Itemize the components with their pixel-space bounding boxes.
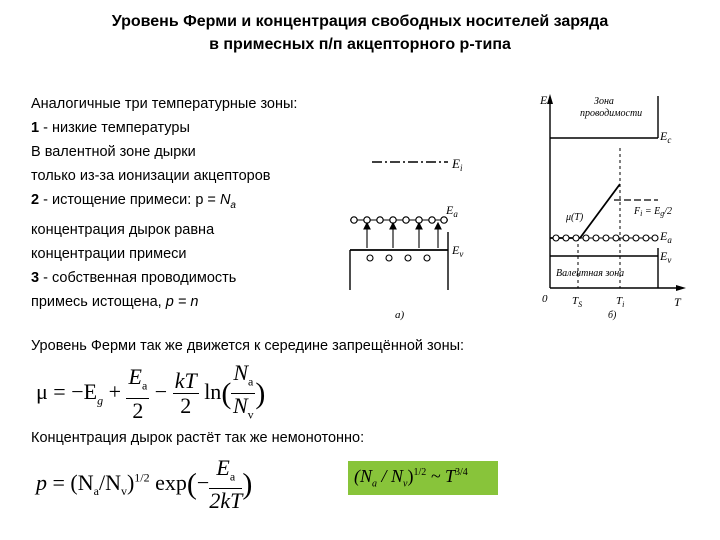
formula1-plus: + <box>103 378 127 404</box>
desc-line-8 <box>31 266 297 290</box>
desc-line-6: концентрация дырок равна <box>31 221 215 238</box>
origin-label: 0 <box>542 293 548 305</box>
hole-circles <box>367 255 430 261</box>
ev-label-b: $E_v$ <box>660 249 672 265</box>
desc-line-2-text: - низкие температуры <box>39 120 190 136</box>
zone-conduction-label-2: проводимости <box>580 108 643 119</box>
ti-label: $T_i$ <box>616 295 625 309</box>
slide-title-line-2: в примесных п/п акцепторного p-типа <box>209 36 511 53</box>
ea-label-b: $E_a$ <box>660 229 672 245</box>
desc-line-5-text: - истощение примеси: p = <box>39 192 220 208</box>
figure-a-energy-levels <box>340 140 490 325</box>
formula2-p: p <box>36 469 47 495</box>
zone-conduction-label-1: Зона <box>594 96 614 107</box>
formula-proportionality: $(N_a / N_v)^{1/2}$ ~ $T^{3/4}$ <box>354 466 468 490</box>
formula2-exp: exp <box>149 469 187 495</box>
desc-line-5 <box>31 188 297 218</box>
paragraph-fermi-level: Уровень Ферми так же движется к середине запрещённой зоны: <box>31 338 465 354</box>
desc-line-9-var: p = n <box>165 293 199 310</box>
fi-label: $F_i = E_g/2$ <box>634 206 672 218</box>
formula2-fraction: $\frac{E_a}{2kT}$ <box>209 455 243 514</box>
formula-fermi-level: $\mu = -E_g$ + $\frac{E_a}{2}$ − $\frac{kT}{2}$ ln( $\frac{N_a}{N_v}$ ) <box>36 361 265 427</box>
formula2-eq: = (N <box>47 469 94 495</box>
description-block <box>31 92 297 314</box>
desc-line-5-sub: a <box>230 199 236 211</box>
desc-line-9-text: примесь истощена, <box>31 293 166 310</box>
formula1-fraction-ea: $\frac{E_a}{2}$ <box>128 364 148 423</box>
figure-a-caption: а) <box>395 309 405 321</box>
formula1-ln: ln <box>204 378 222 404</box>
zone-number-1: 1 <box>31 120 40 136</box>
formula1-lhs: μ = −E <box>36 378 98 404</box>
ec-label: $E_c$ <box>660 129 672 145</box>
desc-line-8-text: - собственная проводимость <box>39 269 237 286</box>
slide-title-line-1: Уровень Ферми и концентрация свободных носителей заряда <box>111 13 609 30</box>
ea-label-a: $E_a$ <box>446 203 458 219</box>
zone-number-3: 3 <box>31 269 40 286</box>
desc-line-3: В валентной зоне дырки <box>31 144 196 160</box>
figure-b-caption: б) <box>608 310 617 321</box>
paragraph-hole-concentration: Концентрация дырок растёт так же немонотонно: <box>31 430 365 446</box>
figure-b-fermi-vs-temperature <box>530 88 710 323</box>
axis-e-label: E <box>540 93 548 107</box>
desc-line-7: концентрации примеси <box>31 245 187 262</box>
ionization-arrows <box>364 223 441 248</box>
mu-label: μ(T) <box>566 212 584 223</box>
formula1-fraction-kt: $\frac{kT}{2}$ <box>174 368 197 419</box>
formula-hole-concentration: $p = (N_a/N_v)^{1/2}$ exp(− $\frac{E_a}{2kT}$ ) <box>36 455 253 514</box>
zone-valence-label: Валентная зона <box>556 268 625 279</box>
formula1-minus: − <box>149 378 173 404</box>
ev-label-a: $E_v$ <box>452 243 464 259</box>
formula1-fraction-n: $\frac{N_a}{N_v}$ <box>232 360 254 422</box>
ei-label: $E_i$ <box>452 156 463 173</box>
desc-line-5-var: N <box>219 192 231 208</box>
mu-curve <box>550 184 620 238</box>
desc-line-4: только из-за ионизации акцепторов <box>31 168 271 184</box>
desc-line-2 <box>31 116 297 140</box>
zone-number-2: 2 <box>31 192 40 208</box>
formula1-lhs-sub: g <box>97 393 104 408</box>
ts-label: $T_S$ <box>572 295 583 309</box>
axis-t-label: T <box>674 295 681 309</box>
desc-line-9 <box>31 290 297 314</box>
desc-line-1: Аналогичные три температурные зоны: <box>31 96 298 112</box>
